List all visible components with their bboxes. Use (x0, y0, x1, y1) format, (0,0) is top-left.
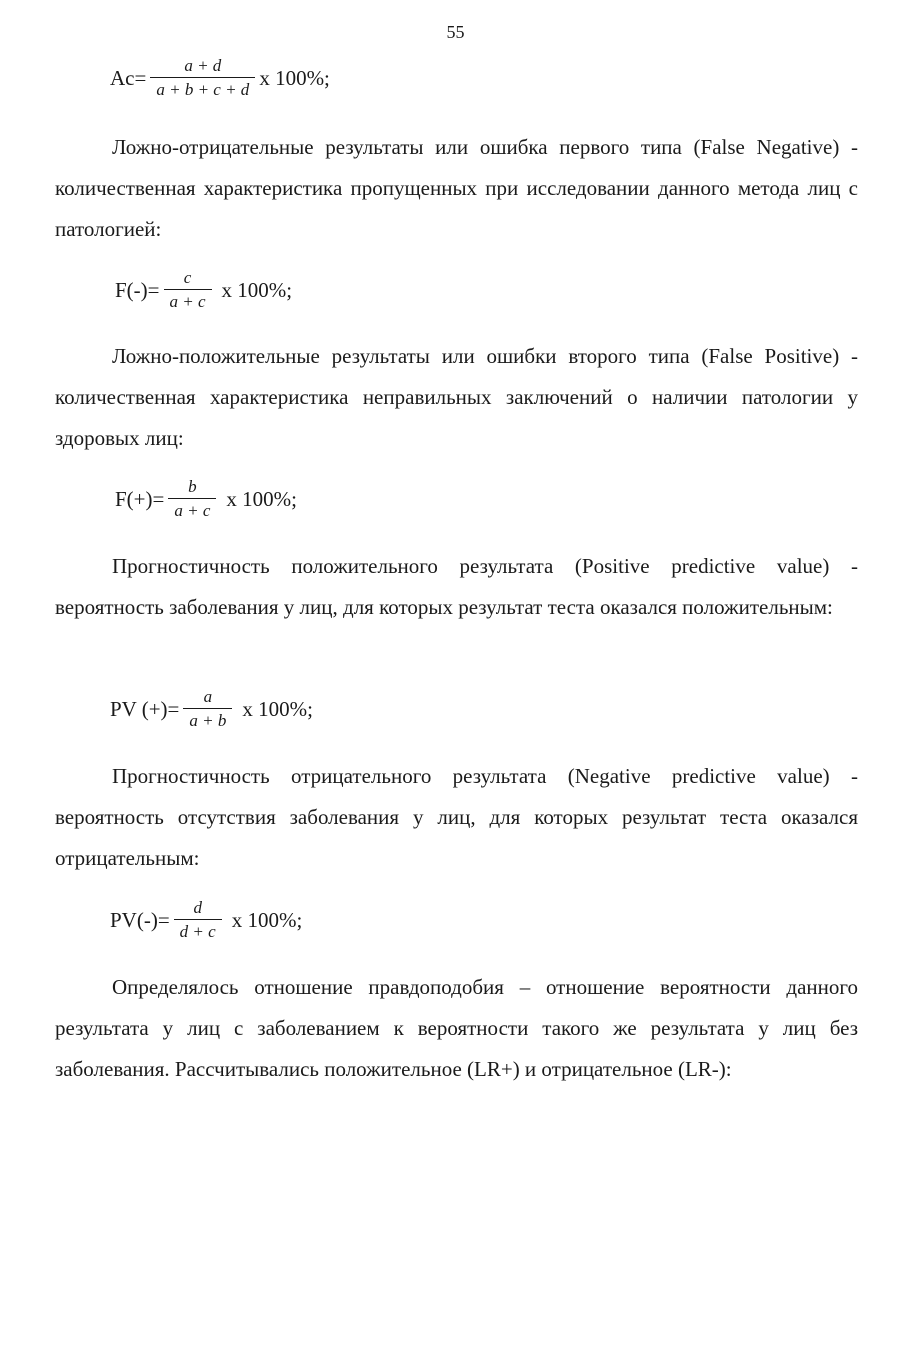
formula-lhs: PV(-)= (110, 907, 170, 932)
paragraph-false-negative: Ложно-отрицательные результаты или ошибка первого типа (False Negative) - количественная характеристика пропущенных при исследовании данного метода лиц с патологией: (55, 135, 858, 241)
formula-negative-predictive-value (110, 898, 302, 942)
fraction (164, 268, 212, 312)
formula-lhs: F(+)= (115, 486, 165, 511)
formula-lhs: PV (+)= (110, 696, 180, 721)
fraction-denominator: a + b + c + d (150, 77, 255, 100)
formula-false-positive (115, 477, 297, 521)
fraction (174, 898, 222, 942)
paragraph-positive-predictive-value: Прогностичность положительного результата (Positive predictive value) - вероятность заболевания у лиц, для которых результат теста оказался положительным: (55, 554, 858, 619)
paragraph-likelihood-ratio: Определялось отношение правдоподобия – отношение вероятности данного результата у лиц с заболеванием к вероятности такого же результата у лиц без заболевания. Рассчитывались положительное (LR+) и отрицательное (LR-): (55, 975, 858, 1081)
fraction-denominator: d + c (174, 919, 222, 942)
formula-false-negative (115, 268, 292, 312)
formula-lhs: Ac= (110, 65, 147, 90)
formula-accuracy (110, 56, 330, 100)
paragraph-false-positive: Ложно-положительные результаты или ошибки второго типа (False Positive) - количественная характеристика неправильных заключений о наличии патологии у здоровых лиц: (55, 344, 858, 450)
fraction (183, 687, 232, 731)
fraction (168, 477, 216, 521)
paragraph-negative-predictive-value: Прогностичность отрицательного результата (Negative predictive value) - вероятность отсутствия заболевания у лиц, для которых результат теста оказался отрицательным: (55, 764, 858, 870)
fraction-denominator: a + b (183, 708, 232, 731)
formula-suffix: x 100%; (242, 696, 313, 721)
fraction (150, 56, 255, 100)
fraction-numerator: a (203, 687, 213, 706)
fraction-numerator: c (183, 268, 192, 287)
formula-lhs: F(-)= (115, 277, 160, 302)
formula-suffix: x 100%; (221, 277, 293, 302)
formula-suffix: x 100%; (259, 65, 330, 90)
formula-positive-predictive-value (110, 687, 313, 731)
fraction-denominator: a + c (168, 498, 216, 521)
formula-suffix: x 100%; (226, 486, 297, 511)
fraction-numerator: d (193, 898, 202, 917)
fraction-denominator: a + c (164, 289, 212, 312)
page-number: 55 (446, 22, 465, 42)
fraction-numerator: a + d (184, 56, 222, 75)
formula-suffix: x 100%; (231, 907, 303, 932)
fraction-numerator: b (188, 477, 197, 496)
